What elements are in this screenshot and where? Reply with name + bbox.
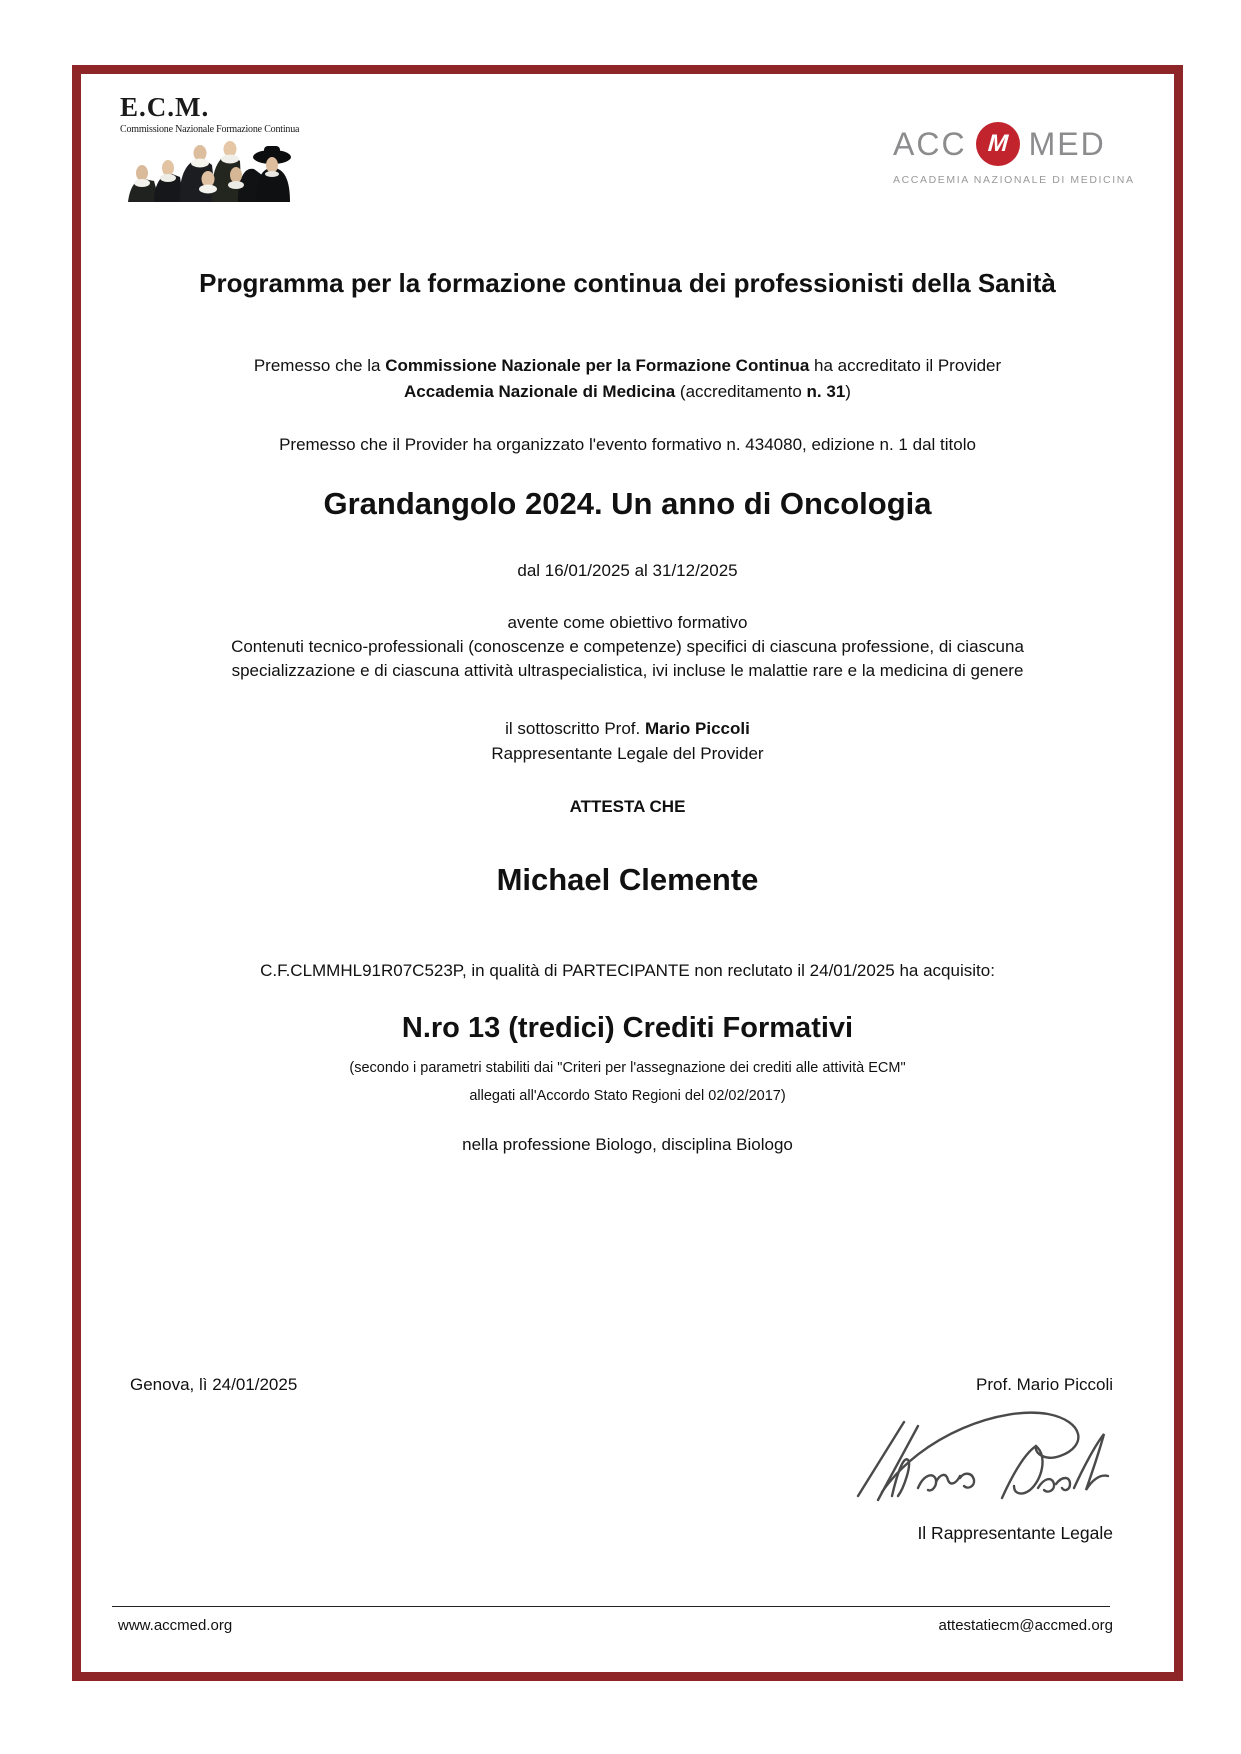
footer-email: attestatiecm@accmed.org: [938, 1617, 1113, 1634]
accmed-logo-tagline: ACCADEMIA NAZIONALE DI MEDICINA: [893, 174, 1135, 186]
ecm-logo-title: E.C.M.: [120, 92, 210, 122]
signer-name: Prof. Mario Piccoli: [976, 1375, 1113, 1394]
profession-line: nella professione Biologo, disciplina Biologo: [462, 1135, 793, 1154]
undersigned-block: [81, 716, 1174, 766]
credits-note-line1: (secondo i parametri stabiliti dai "Criteri per l'assegnazione dei crediti alle attività ECM": [349, 1060, 906, 1076]
accmed-logo: [893, 122, 1135, 186]
certificate-heading: Programma per la formazione continua dei professionisti della Sanità: [199, 268, 1056, 298]
attests-label: ATTESTA CHE: [569, 797, 686, 816]
signer-role: Il Rappresentante Legale: [917, 1523, 1113, 1543]
event-dates: dal 16/01/2025 al 31/12/2025: [517, 561, 738, 580]
participant-name: Michael Clemente: [496, 862, 759, 897]
ecm-painting-image: [120, 141, 292, 202]
credits-note-line2: allegati all'Accordo Stato Regioni del 02/02/2017): [469, 1088, 786, 1104]
signature-image: [852, 1404, 1114, 1514]
credits-notes: [81, 1054, 1174, 1110]
event-title: Grandangolo 2024. Un anno di Oncologia: [323, 486, 932, 521]
objective-block: [81, 611, 1174, 683]
premise-accreditation-line2: Accademia Nazionale di Medicina (accreditamento n. 31): [404, 382, 851, 401]
participant-details: C.F.CLMMHL91R07C523P, in qualità di PARTECIPANTE non reclutato il 24/01/2025 ha acquisito:: [260, 961, 995, 980]
place-date: Genova, lì 24/01/2025: [130, 1375, 298, 1394]
undersigned-role: Rappresentante Legale del Provider: [491, 744, 764, 763]
accmed-logo-m: M: [986, 130, 1009, 157]
accmed-logo-circle: [976, 122, 1020, 166]
accmed-logo-acc: ACC: [893, 125, 967, 162]
footer-divider: [112, 1606, 1110, 1607]
premise-accreditation: [81, 353, 1174, 405]
footer-website: www.accmed.org: [118, 1617, 233, 1634]
objective-line1: Contenuti tecnico-professionali (conoscenze e competenze) specifici di ciascuna professione, di ciascuna: [231, 637, 1024, 656]
objective-line2: specializzazione e di ciascuna attività ultraspecialistica, ivi incluse le malattie rare e la medicina di genere: [231, 661, 1024, 680]
objective-intro: avente come obiettivo formativo: [507, 613, 748, 632]
credits-title: N.ro 13 (tredici) Crediti Formativi: [401, 1012, 854, 1044]
accmed-logo-med: MED: [1028, 125, 1106, 162]
premise-accreditation-line1: Premesso che la Commissione Nazionale per la Formazione Continua ha accreditato il Provider: [253, 356, 1002, 375]
premise-event: Premesso che il Provider ha organizzato l'evento formativo n. 434080, edizione n. 1 dal titolo: [279, 435, 976, 454]
undersigned-line: il sottoscritto Prof. Mario Piccoli: [505, 719, 750, 738]
ecm-logo-subtitle: Commissione Nazionale Formazione Continua: [120, 124, 300, 135]
ecm-logo: [120, 92, 299, 202]
